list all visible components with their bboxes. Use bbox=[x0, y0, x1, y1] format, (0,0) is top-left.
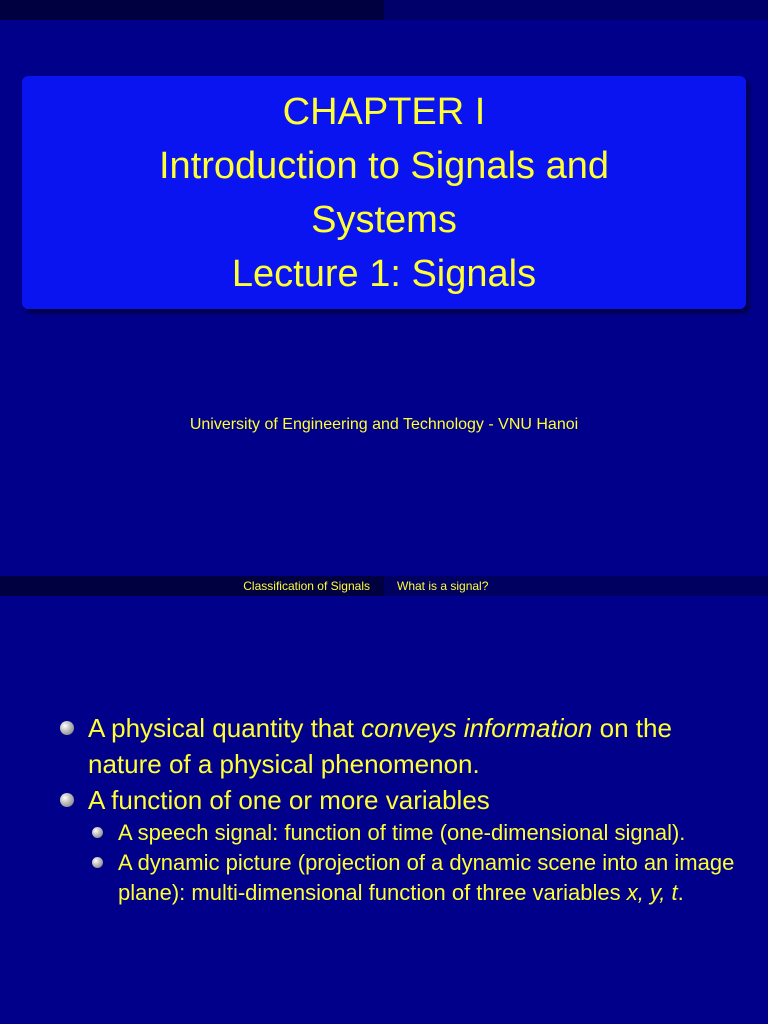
sub-bullet-ball-icon bbox=[92, 827, 103, 838]
sub-bullet-2-emphasis: x, y, t bbox=[626, 880, 678, 905]
top-bar-right bbox=[384, 0, 768, 20]
headline-subsection-area bbox=[384, 576, 768, 596]
list-item bbox=[58, 782, 738, 818]
list-item bbox=[88, 818, 738, 848]
headline-subsection[interactable]: What is a signal? bbox=[397, 579, 489, 593]
sub-bullet-1-text: A speech signal: function of time (one-dimensional signal). bbox=[118, 820, 686, 845]
bullet-1-emphasis: conveys information bbox=[361, 713, 593, 743]
bullet-2-text: A function of one or more variables bbox=[88, 785, 490, 815]
list-item bbox=[58, 710, 738, 782]
title-box bbox=[22, 76, 746, 309]
list-item bbox=[88, 848, 738, 908]
institute-text: University of Engineering and Technology - VNU Hanoi bbox=[189, 416, 579, 433]
headline-section[interactable]: Classification of Signals bbox=[243, 579, 370, 593]
title-line-systems: Systems bbox=[311, 198, 457, 241]
bullet-1-text-post: on the nature of a physical phenomenon. bbox=[88, 713, 672, 779]
bullet-ball-icon bbox=[60, 793, 74, 807]
sub-bullet-2-text-post: . bbox=[677, 880, 684, 905]
headline-section-area bbox=[0, 576, 384, 596]
title-line-lecture: Lecture 1: Signals bbox=[231, 252, 537, 295]
bullet-1-text-pre: A physical quantity that bbox=[88, 713, 362, 743]
top-bar-left bbox=[0, 0, 384, 20]
sub-bullet-2-text-pre: A dynamic picture (projection of a dynamic scene into an image plane): multi-dimensional function of three variables bbox=[118, 850, 735, 905]
title-line-intro: Introduction to Signals and bbox=[159, 144, 609, 187]
sub-bullet-ball-icon bbox=[92, 857, 103, 868]
bullet-list bbox=[58, 710, 738, 908]
title-line-chapter: CHAPTER I bbox=[282, 90, 486, 133]
bullet-ball-icon bbox=[60, 721, 74, 735]
headline-bar bbox=[0, 576, 768, 596]
